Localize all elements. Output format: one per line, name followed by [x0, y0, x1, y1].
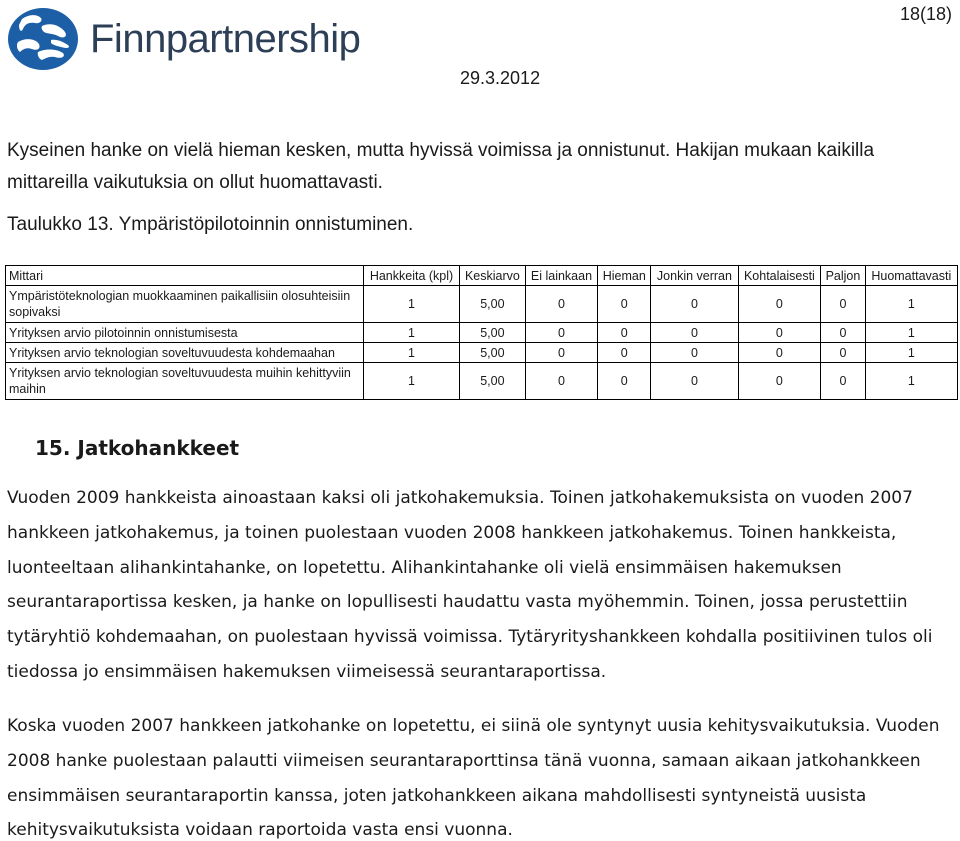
column-header: Hieman	[598, 266, 651, 286]
table-cell: 0	[821, 286, 865, 323]
table-cell: 0	[651, 323, 738, 343]
results-table	[5, 265, 958, 400]
section-heading: 15. Jatkohankkeet	[35, 436, 240, 460]
table-cell: Yrityksen arvio pilotoinnin onnistumisesta	[6, 323, 364, 343]
table-cell: 1	[364, 323, 460, 343]
table-caption: Taulukko 13. Ympäristöpilotoinnin onnistuminen.	[7, 214, 414, 235]
table-cell: 5,00	[460, 286, 526, 323]
section-paragraph-1: Vuoden 2009 hankkeista ainoastaan kaksi oli jatkohakemuksia. Toinen jatkohakemuksista on vuoden 2007 hankkeen jatkohakemus, ja toinen puolestaan vuoden 2008 hankkeen jatkohakemus. Toinen hankkeista, luonteeltaan alihankintahanke, on lopetettu. Alihankintahanke oli vielä ensimmäisen hakemuksen seurantaraportissa kesken, ja hanke on lopullisesti haudattu vasta myöhemmin. Toinen, jossa perustettiin tytäryhtiö kohdemaahan, on puolestaan hyvissä voimissa. Tytäryrityshankkeen kohdalla positiivinen tulos oli tiedossa jo ensimmäisen hakemuksen viimeisessä seurantaraportissa.	[7, 488, 933, 682]
table-cell: 1	[865, 363, 957, 400]
table-cell: 0	[525, 323, 597, 343]
table-cell: 5,00	[460, 343, 526, 363]
table-cell: 0	[738, 286, 821, 323]
column-header: Kohtalaisesti	[738, 266, 821, 286]
column-header: Keskiarvo	[460, 266, 526, 286]
table-cell: 0	[525, 286, 597, 323]
table-cell: 1	[865, 343, 957, 363]
table-cell: 0	[821, 323, 865, 343]
logo-text: Finnpartnership	[90, 16, 361, 61]
table-cell: 0	[821, 343, 865, 363]
table-cell: 1	[865, 286, 957, 323]
table-cell: 0	[598, 323, 651, 343]
column-header: Huomattavasti	[865, 266, 957, 286]
table-cell: 0	[598, 363, 651, 400]
table-cell: 1	[364, 286, 460, 323]
column-header: Ei lainkaan	[525, 266, 597, 286]
table-cell: 0	[738, 363, 821, 400]
table-cell: 0	[598, 286, 651, 323]
column-header: Mittari	[6, 266, 364, 286]
finnpartnership-logo	[6, 4, 360, 74]
column-header: Paljon	[821, 266, 865, 286]
table-row	[6, 343, 958, 363]
table-cell: 0	[738, 323, 821, 343]
table-cell: 0	[738, 343, 821, 363]
table-cell: Yrityksen arvio teknologian soveltuvuudesta kohdemaahan	[6, 343, 364, 363]
table-cell: 0	[651, 286, 738, 323]
table-row	[6, 323, 958, 343]
document-date: 29.3.2012	[460, 68, 541, 88]
intro-paragraph: Kyseinen hanke on vielä hieman kesken, mutta hyvissä voimissa ja onnistunut. Hakijan mukaan kaikilla mittareilla vaikutuksia on ollut huomattavasti.	[7, 140, 875, 193]
table-cell: 1	[364, 343, 460, 363]
column-header: Jonkin verran	[651, 266, 738, 286]
table-cell: Ympäristöteknologian muokkaaminen paikallisiin olosuhteisiin sopivaksi	[6, 286, 364, 323]
column-header: Hankkeita (kpl)	[364, 266, 460, 286]
table-cell: 1	[364, 363, 460, 400]
table-cell: 0	[651, 363, 738, 400]
table-cell: 5,00	[460, 323, 526, 343]
table-cell: Yrityksen arvio teknologian soveltuvuudesta muihin kehittyviin maihin	[6, 363, 364, 400]
table-row	[6, 363, 958, 400]
table-cell: 5,00	[460, 363, 526, 400]
globe-logo-icon	[6, 6, 82, 72]
page-number: 18(18)	[899, 4, 952, 24]
table-cell: 1	[865, 323, 957, 343]
section-paragraph-2: Koska vuoden 2007 hankkeen jatkohanke on lopetettu, ei siinä ole syntynyt uusia kehitysvaikutuksia. Vuoden 2008 hanke puolestaan palautti viimeisen seurantaraporttinsa tänä vuonna, samaan aikaan jatkohankkeen ensimmäisen seurantaraportin kanssa, joten jatkohankkeen aikana mahdollisesti syntyneistä uusista kehitysvaikutuksista voidaan raportoida vasta ensi vuonna.	[7, 716, 940, 841]
table-cell: 0	[525, 363, 597, 400]
table-cell: 0	[651, 343, 738, 363]
table-cell: 0	[525, 343, 597, 363]
table-row	[6, 286, 958, 323]
table-cell: 0	[598, 343, 651, 363]
table-header-row	[6, 266, 958, 286]
table-cell: 0	[821, 363, 865, 400]
